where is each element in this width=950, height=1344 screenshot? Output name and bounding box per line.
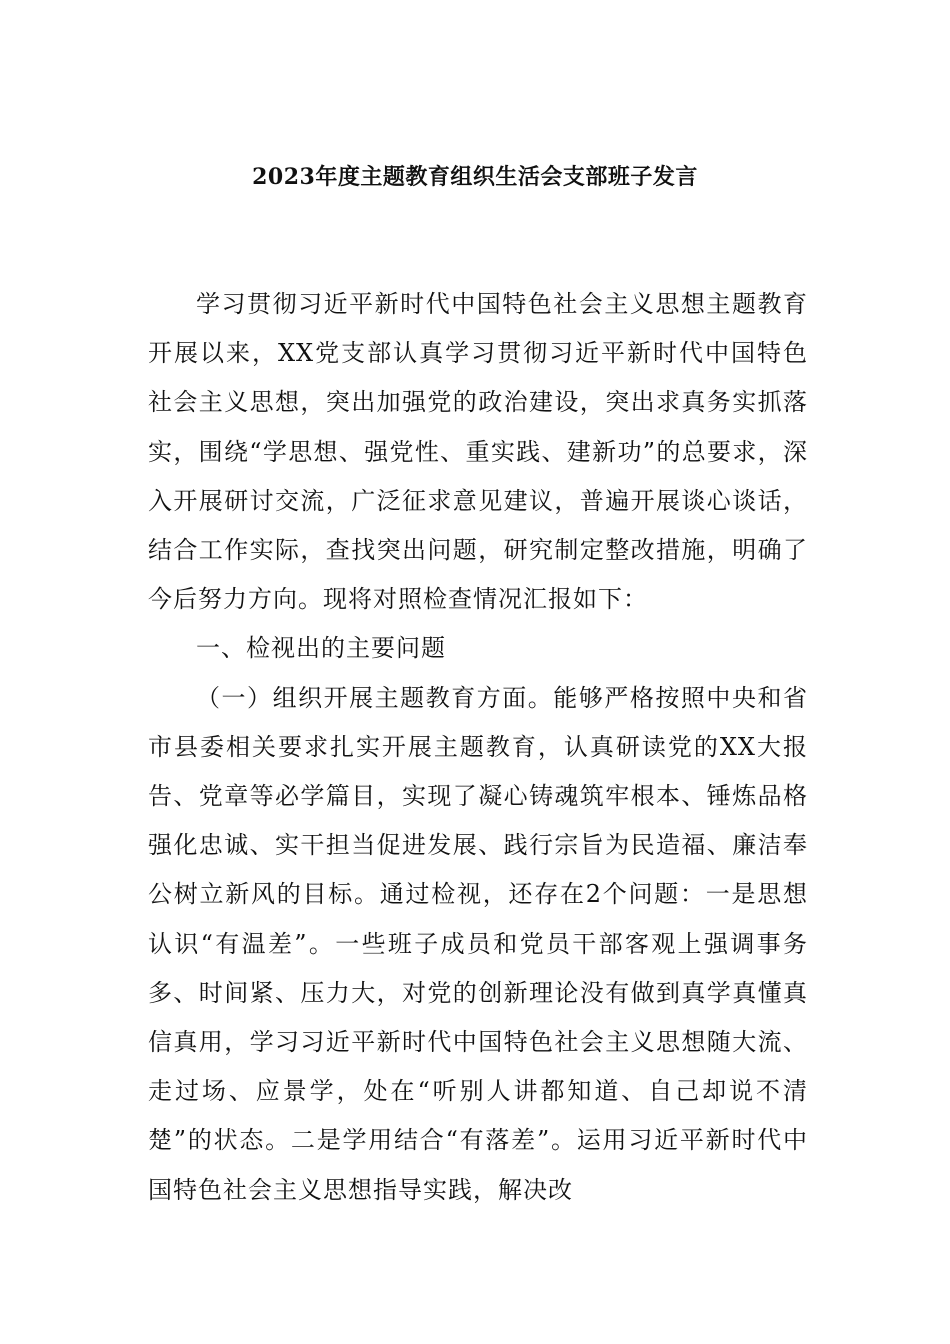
- document-body: [148, 280, 808, 1215]
- section-heading: 一、检视出的主要问题: [196, 634, 446, 663]
- document-title: 2023年度主题教育组织生活会支部班子发言: [252, 164, 698, 190]
- intro-paragraph: 学习贯彻习近平新时代中国特色社会主义思想主题教育开展以来，XX党支部认真学习贯彻习近平新时代中国特色社会主义思想，突出加强党的政治建设，突出求真务实抓落实，围绕“学思想、强党性、重实践、建新功”的总要求，深入开展研讨交流，广泛征求意见建议，普遍开展谈心谈话，结合工作实际，查找突出问题，研究制定整改措施，明确了今后努力方向。现将对照检查情况汇报如下：: [148, 290, 808, 614]
- subsection-paragraph: （一）组织开展主题教育方面。能够严格按照中央和省市县委相关要求扎实开展主题教育，认真研读党的XX大报告、党章等必学篇目，实现了凝心铸魂筑牢根本、锤炼品格强化忠诚、实干担当促进发展、践行宗旨为民造福、廉洁奉公树立新风的目标。通过检视，还存在2个问题：一是思想认识“有温差”。一些班子成员和党员干部客观上强调事务多、时间紧、压力大，对党的创新理论没有做到真学真懂真信真用，学习习近平新时代中国特色社会主义思想随大流、走过场、应景学，处在“听别人讲都知道、自己却说不清楚”的状态。二是学用结合“有落差”。运用习近平新时代中国特色社会主义思想指导实践，解决改: [148, 683, 808, 1204]
